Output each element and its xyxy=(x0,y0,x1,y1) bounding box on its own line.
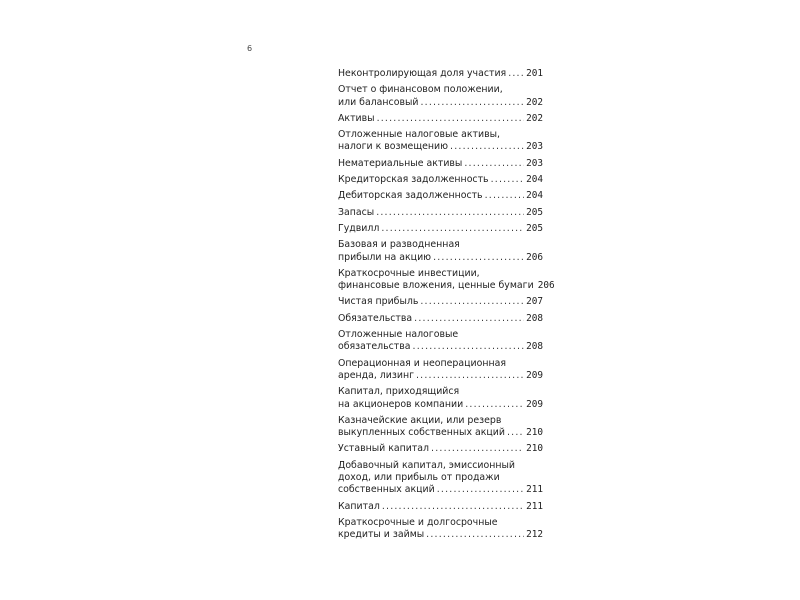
toc-entry-leader-line xyxy=(338,529,543,541)
toc-entry-title-line: Краткосрочные инвестиции, xyxy=(338,267,480,279)
toc-entry[interactable] xyxy=(338,84,543,109)
toc-entry-page-number: 208 xyxy=(526,312,543,324)
toc-entry-title: Капитал xyxy=(338,500,380,512)
toc-entry-page-number: 212 xyxy=(526,529,543,541)
toc-entry-leader-line xyxy=(338,341,543,353)
toc-entry-page-number: 211 xyxy=(526,484,543,496)
toc-entry-page-number: 206 xyxy=(526,251,543,263)
dot-leader xyxy=(381,223,524,235)
toc-entry-title: кредиты и займы xyxy=(338,529,425,541)
dot-leader xyxy=(465,399,524,411)
toc-entry-title-line: Отчет о финансовом положении, xyxy=(338,84,503,96)
toc-entry-leader-line xyxy=(338,313,543,325)
toc-entry-page-number: 205 xyxy=(526,222,543,234)
toc-entry-leader-line xyxy=(338,370,543,382)
toc-entry-title: финансовые вложения, ценные бумаги xyxy=(338,280,534,292)
toc-entry[interactable] xyxy=(338,207,543,219)
toc-entry[interactable] xyxy=(338,190,543,202)
toc-entry-page-number: 209 xyxy=(526,398,543,410)
toc-entry-leader-line xyxy=(338,207,543,219)
toc-entry[interactable] xyxy=(338,517,543,542)
toc-entry-page-number: 209 xyxy=(526,369,543,381)
toc-entry-title: Кредиторская задолженность xyxy=(338,174,489,186)
page-number: 6 xyxy=(247,44,253,53)
toc-entry-title: налоги к возмещению xyxy=(338,141,449,153)
toc-entry[interactable] xyxy=(338,501,543,513)
table-of-contents xyxy=(338,68,555,546)
toc-entry-title: Нематериальные активы xyxy=(338,157,463,169)
toc-entry-page-number: 203 xyxy=(526,141,543,153)
toc-entry-title: Неконтролирующая доля участия xyxy=(338,68,507,79)
toc-entry-leader-line xyxy=(338,97,543,109)
toc-entry-page-number: 202 xyxy=(526,96,543,108)
toc-entry-leader-line xyxy=(338,223,543,235)
toc-entry[interactable] xyxy=(338,443,543,455)
toc-entry-leader-line xyxy=(338,174,543,186)
toc-entry-page-number: 204 xyxy=(526,190,543,202)
toc-entry-page-number: 203 xyxy=(526,157,543,169)
dot-leader xyxy=(416,370,524,382)
dot-leader xyxy=(426,529,524,541)
toc-entry-page-number: 210 xyxy=(526,443,543,455)
toc-entry-title: Запасы xyxy=(338,206,375,218)
dot-leader xyxy=(431,443,524,455)
toc-entry[interactable] xyxy=(338,174,543,186)
toc-entry-title: Обязательства xyxy=(338,312,413,324)
toc-entry-title: или балансовый xyxy=(338,96,419,108)
dot-leader xyxy=(485,190,524,202)
toc-entry[interactable] xyxy=(338,239,543,264)
toc-entry[interactable] xyxy=(338,158,543,170)
toc-entry-title: Уставный капитал xyxy=(338,443,430,455)
toc-entry-leader-line xyxy=(338,501,543,513)
toc-entry-title: собственных акций xyxy=(338,484,435,496)
toc-entry-leader-line xyxy=(338,427,543,439)
toc-entry[interactable] xyxy=(338,329,543,354)
dot-leader xyxy=(413,341,525,353)
toc-entry-title: на акционеров компании xyxy=(338,398,464,410)
toc-entry-leader-line xyxy=(338,399,543,411)
toc-entry-leader-line xyxy=(338,68,543,80)
toc-entry[interactable] xyxy=(338,358,543,383)
dot-leader xyxy=(507,427,524,439)
dot-leader xyxy=(464,158,524,170)
toc-entry-page-number: 206 xyxy=(537,280,555,292)
toc-entry[interactable] xyxy=(338,386,543,411)
toc-entry[interactable] xyxy=(338,223,543,235)
toc-entry-page-number: 201 xyxy=(526,68,543,79)
toc-entry-leader-line xyxy=(338,280,555,292)
toc-entry-page-number: 211 xyxy=(526,500,543,512)
dot-leader xyxy=(491,174,524,186)
toc-entry-title: Гудвилл xyxy=(338,222,380,234)
toc-entry-title-line: Краткосрочные и долгосрочные xyxy=(338,516,498,528)
dot-leader xyxy=(433,252,524,264)
toc-entry-title-line: Отложенные налоговые xyxy=(338,329,459,341)
toc-entry-title-line: Казначейские акции, или резерв xyxy=(338,414,502,426)
dot-leader xyxy=(377,113,525,125)
toc-entry-title-line: доход, или прибыль от продажи xyxy=(338,472,500,484)
dot-leader xyxy=(376,207,524,219)
toc-entry[interactable] xyxy=(338,267,555,293)
dot-leader xyxy=(382,501,524,513)
dot-leader xyxy=(420,296,524,308)
toc-entry[interactable] xyxy=(338,129,543,154)
dot-leader xyxy=(450,141,524,153)
toc-entry-leader-line xyxy=(338,190,543,202)
toc-entry-title: Активы xyxy=(338,112,375,124)
toc-entry-title: обязательства xyxy=(338,341,411,353)
toc-entry-page-number: 210 xyxy=(526,427,543,439)
toc-entry[interactable] xyxy=(338,68,543,80)
toc-entry-page-number: 204 xyxy=(526,174,543,186)
toc-entry-title: Чистая прибыль xyxy=(338,296,419,308)
toc-entry-leader-line xyxy=(338,484,543,496)
toc-entry-title-line: Базовая и разводненная xyxy=(338,239,460,251)
toc-entry[interactable] xyxy=(338,296,543,308)
toc-entry-leader-line xyxy=(338,113,543,125)
toc-entry[interactable] xyxy=(338,313,543,325)
dot-leader xyxy=(420,97,524,109)
toc-entry-leader-line xyxy=(338,296,543,308)
toc-entry[interactable] xyxy=(338,113,543,125)
toc-entry-title-line: Операционная и неоперационная xyxy=(338,357,506,369)
toc-entry[interactable] xyxy=(338,460,543,497)
toc-entry-title-line: Капитал, приходящийся xyxy=(338,386,460,398)
toc-entry-leader-line xyxy=(338,158,543,170)
toc-entry-page-number: 202 xyxy=(526,112,543,124)
toc-entry-leader-line xyxy=(338,443,543,455)
toc-entry-title: Дебиторская задолженность xyxy=(338,190,483,202)
toc-entry-leader-line xyxy=(338,141,543,153)
toc-entry-page-number: 205 xyxy=(526,206,543,218)
toc-entry[interactable] xyxy=(338,415,543,440)
dot-leader xyxy=(437,484,524,496)
toc-entry-title: выкупленных собственных акций xyxy=(338,427,505,439)
toc-entry-title: прибыли на акцию xyxy=(338,251,432,263)
toc-entry-title-line: Отложенные налоговые активы, xyxy=(338,129,500,141)
toc-entry-leader-line xyxy=(338,252,543,264)
toc-entry-title-line: Добавочный капитал, эмиссионный xyxy=(338,459,515,471)
toc-entry-page-number: 207 xyxy=(526,296,543,308)
dot-leader xyxy=(508,68,524,80)
toc-entry-page-number: 208 xyxy=(526,341,543,353)
toc-entry-title: аренда, лизинг xyxy=(338,369,414,381)
dot-leader xyxy=(414,313,524,325)
